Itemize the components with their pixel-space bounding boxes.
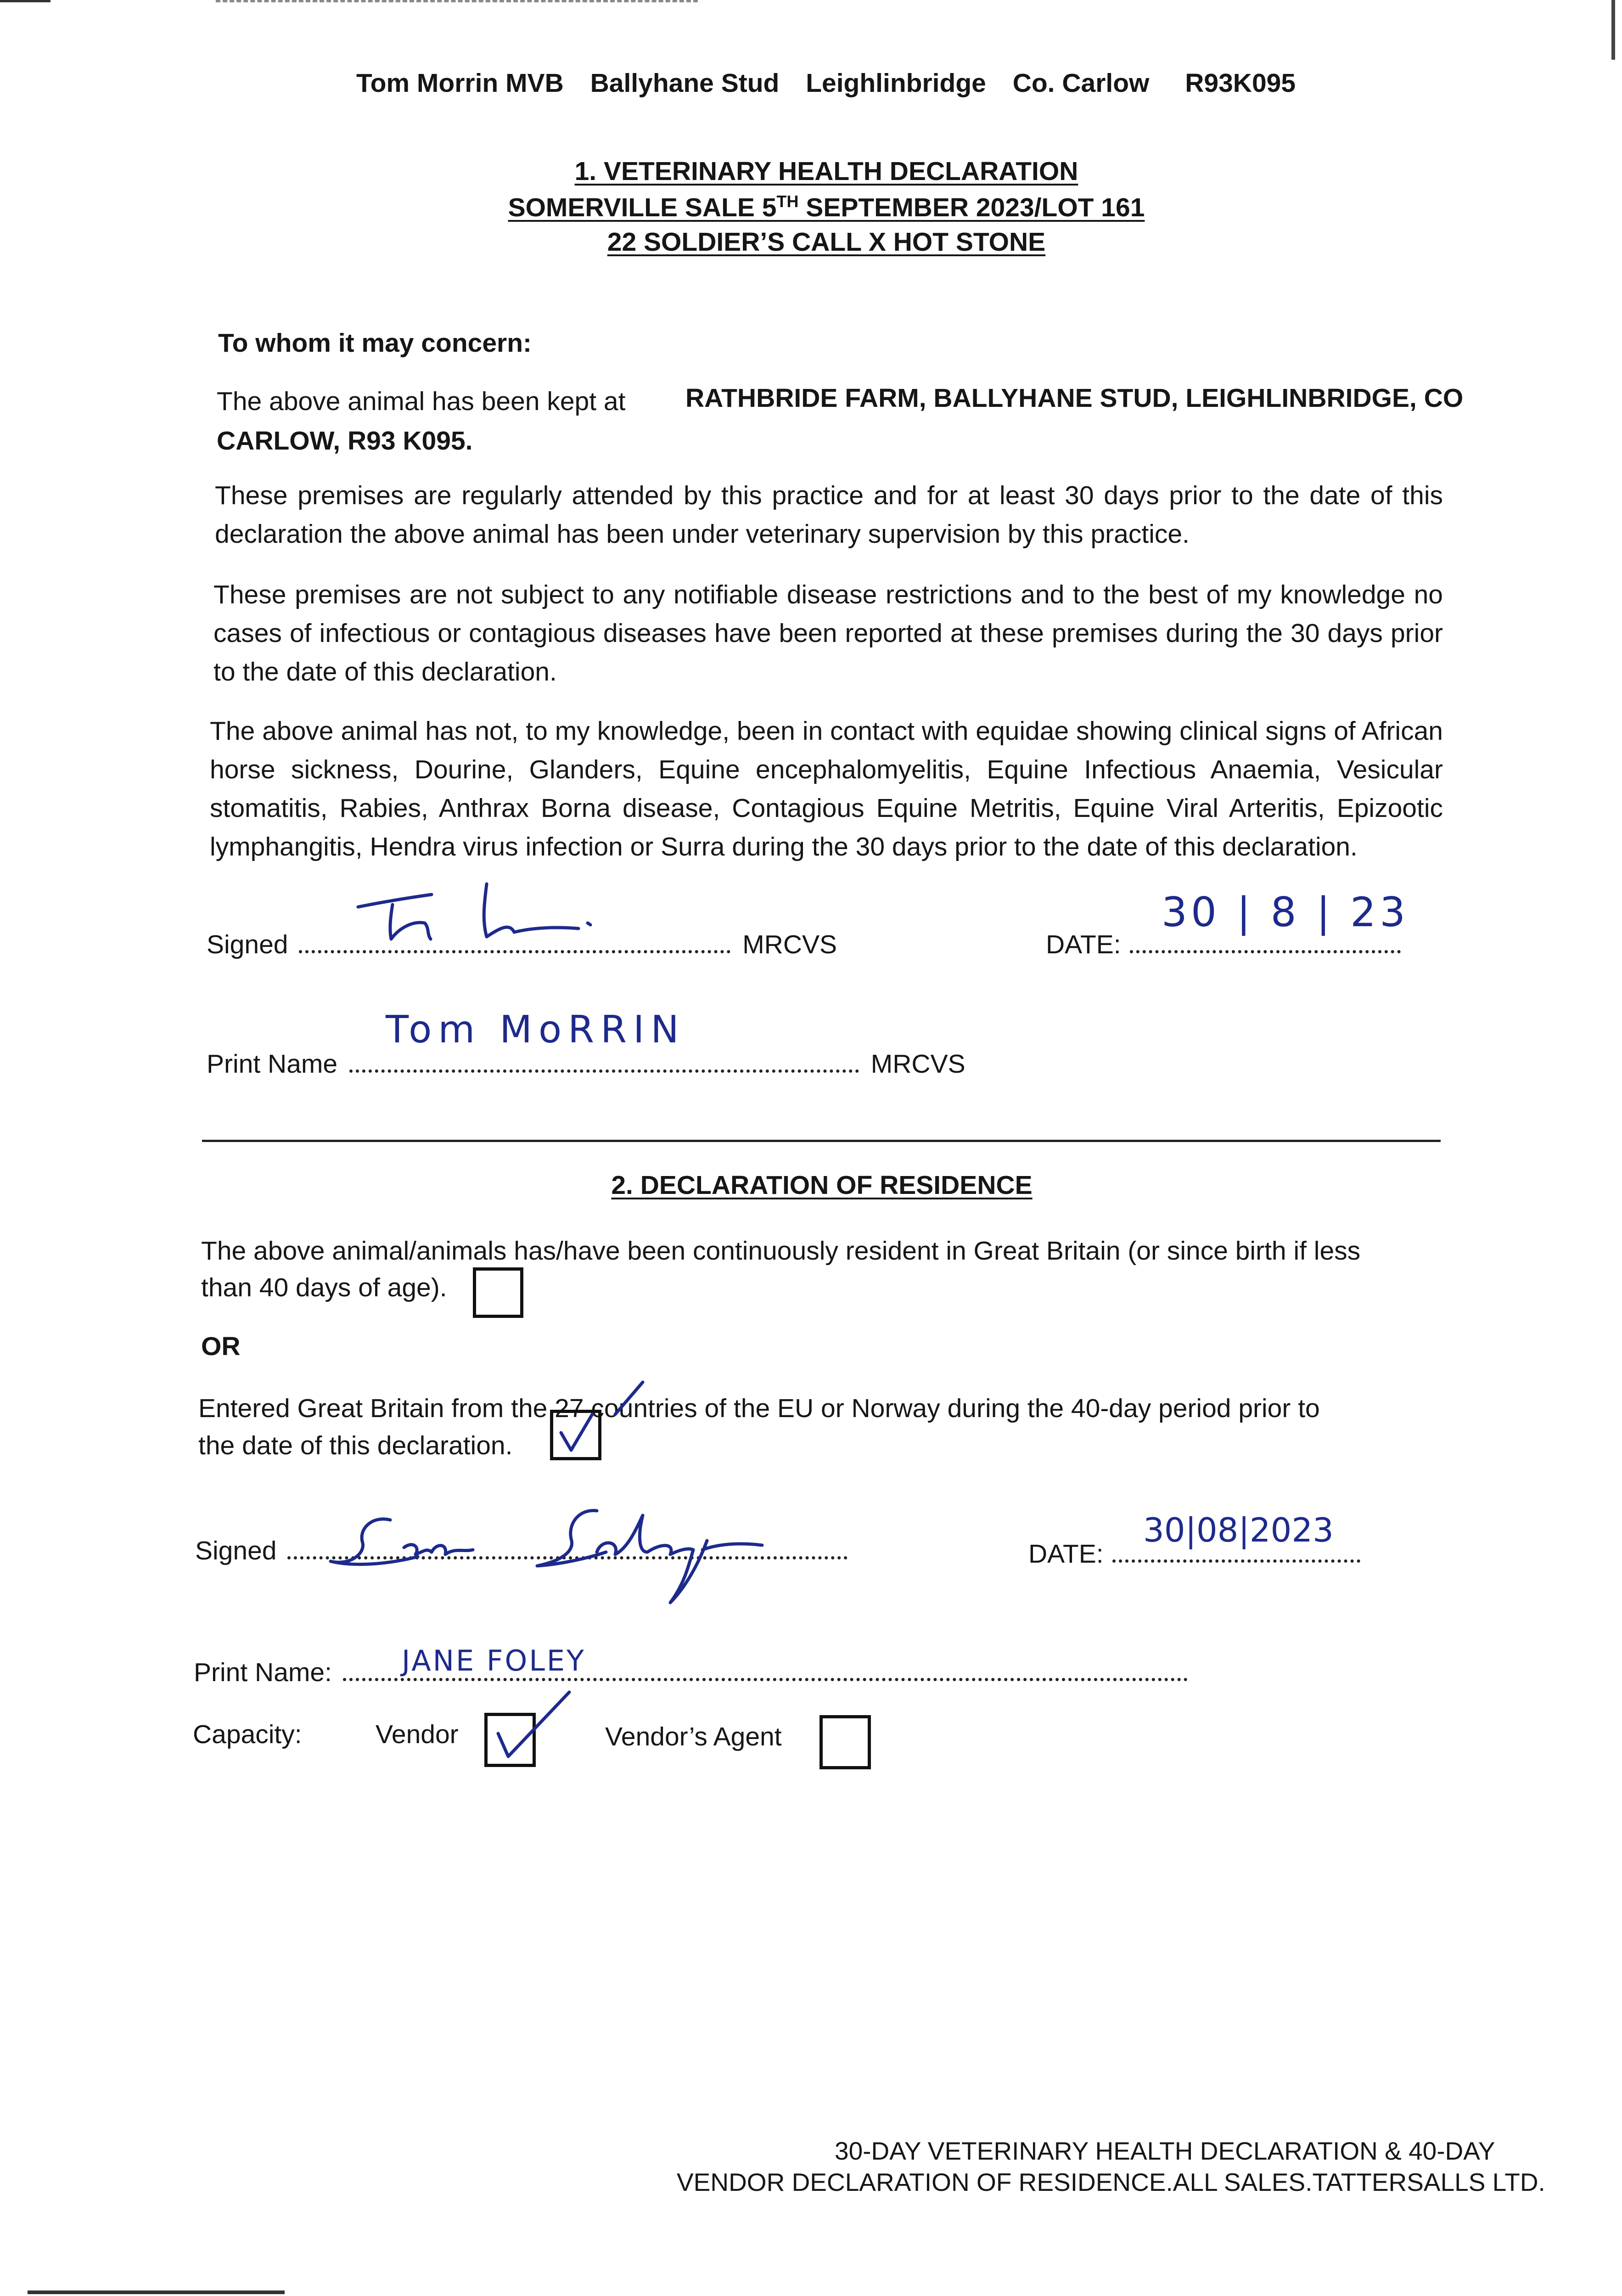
- letterhead-stud: Ballyhane Stud: [590, 68, 780, 98]
- s1-date-label: DATE:: [1046, 930, 1121, 959]
- vendor-signature-image: [321, 1497, 803, 1612]
- vendor-label: Vendor: [376, 1720, 459, 1749]
- s2-date-dots: [1112, 1559, 1360, 1563]
- salutation: To whom it may concern:: [218, 328, 532, 358]
- s1-date-dots: [1130, 950, 1401, 953]
- para2: These premises are regularly attended by this practice and for at least 30 days prior to the date of this declaration the above animal has been under veterinary supervision by this practice.: [215, 481, 1443, 549]
- sale-line-pre: SOMERVILLE SALE 5: [508, 193, 777, 222]
- letterhead-county: Co. Carlow: [1012, 68, 1150, 98]
- para1-address-a: RATHBRIDE FARM, BALLYHANE STUD, LEIGHLINBRIDGE, CO: [685, 383, 1464, 413]
- s2-date-label: DATE:: [1028, 1539, 1104, 1569]
- s1-print-name-dots: [349, 1069, 859, 1073]
- s2-handwritten-print-name: JANE FOLEY: [402, 1644, 586, 1677]
- option1-line2: than 40 days of age).: [201, 1273, 447, 1302]
- s2-signed-label: Signed: [195, 1536, 277, 1565]
- option1-line1: The above animal/animals has/have been continuously resident in Great Britain (or since birth if less: [201, 1236, 1361, 1266]
- s1-print-mrcvs-label: MRCVS: [870, 1049, 965, 1079]
- para4-block: [210, 712, 1443, 866]
- s2-print-name-dots: [343, 1678, 1188, 1681]
- s1-handwritten-date: 30 | 8 | 23: [1162, 889, 1409, 936]
- para1-intro: The above animal has been kept at: [217, 387, 626, 416]
- scan-edge-right: [1611, 0, 1615, 60]
- agent-label: Vendor’s Agent: [605, 1722, 782, 1751]
- para2-block: [215, 476, 1443, 553]
- section1-pedigree-line: 22 SOLDIER’S CALL X HOT STONE: [607, 227, 1046, 257]
- s2-print-name-row: [194, 1653, 1188, 1692]
- s1-handwritten-print-name: Tom MoRRIN: [386, 1008, 685, 1052]
- section1-sale-line: [0, 192, 1622, 223]
- para3-block: [213, 575, 1443, 691]
- letterhead-eircode: R93K095: [1185, 68, 1296, 98]
- letterhead-vet-name: Tom Morrin MVB: [356, 68, 564, 98]
- scan-edge-top: [0, 0, 51, 2]
- option2-line2: the date of this declaration.: [198, 1431, 513, 1460]
- option2-line1: Entered Great Britain from the 27 countries of the EU or Norway during the 40-day period prior to: [198, 1394, 1320, 1423]
- countries-pen-stroke: [608, 1378, 650, 1419]
- letterhead-town: Leighlinbridge: [806, 68, 986, 98]
- footer-line2: VENDOR DECLARATION OF RESIDENCE.ALL SALES.TATTERSALLS LTD.: [677, 2168, 1545, 2196]
- scan-edge-bottom: [28, 2290, 285, 2294]
- s1-mrcvs-label: MRCVS: [742, 930, 837, 959]
- section1-title: 1. VETERINARY HEALTH DECLARATION: [574, 157, 1078, 186]
- or-label: OR: [201, 1332, 241, 1361]
- s1-print-name-label: Print Name: [207, 1049, 338, 1079]
- vendor-check-mark: [489, 1683, 581, 1766]
- s1-signed-label: Signed: [207, 930, 288, 959]
- sale-line-sup: TH: [776, 192, 799, 211]
- agent-checkbox[interactable]: [819, 1715, 871, 1769]
- para4: The above animal has not, to my knowledge, been in contact with equidae showing clinical signs of African horse sickness, Dourine, Glanders, Equine encephalomyelitis, Equine Infectious Anaemia, Vesicular stomatitis, Rabies, Anthrax Borna disease, Contagious Equine Metritis, Equine Viral Arteritis, Epizootic lymphangitis, Hendra virus infection or Surra during the 30 days prior to the date of this declaration.: [210, 716, 1443, 861]
- letterhead: [356, 68, 1296, 98]
- section-divider: [202, 1140, 1441, 1142]
- section2-title: 2. DECLARATION OF RESIDENCE: [611, 1171, 1033, 1200]
- vet-signature-image: [349, 877, 606, 946]
- s1-signed-dots: [299, 950, 730, 953]
- sale-line-post: SEPTEMBER 2023/LOT 161: [798, 193, 1145, 222]
- s2-print-name-label: Print Name:: [194, 1658, 332, 1687]
- para1-address-b: CARLOW, R93 K095.: [217, 426, 473, 456]
- capacity-label: Capacity:: [193, 1720, 302, 1749]
- option1-checkbox[interactable]: [473, 1267, 523, 1318]
- s2-handwritten-date: 30|08|2023: [1143, 1511, 1334, 1549]
- option2-check-mark: [556, 1410, 601, 1456]
- footer-line1: 30-DAY VETERINARY HEALTH DECLARATION & 40-DAY: [835, 2137, 1495, 2165]
- scan-edge-top-dashed: [216, 0, 698, 2]
- para3: These premises are not subject to any notifiable disease restrictions and to the best of my knowledge no cases of infectious or contagious diseases have been reported at these premises during the 30 days prior to the date of this declaration.: [213, 580, 1443, 687]
